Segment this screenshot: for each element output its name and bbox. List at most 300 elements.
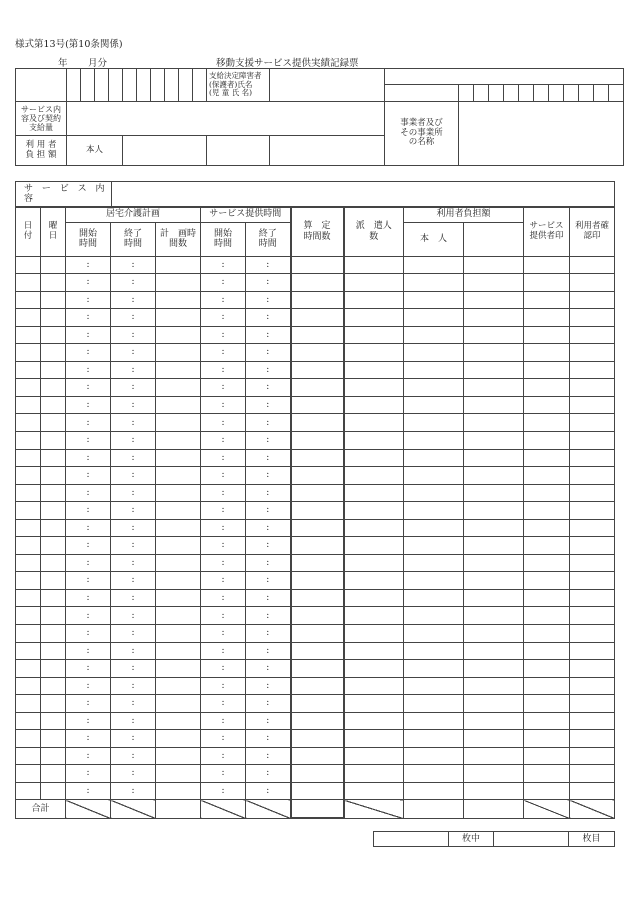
burden-self-cell[interactable] — [404, 572, 464, 590]
plan-hours-cell[interactable] — [156, 256, 201, 274]
calc-hours-cell[interactable] — [291, 624, 344, 642]
dispatch-cell[interactable] — [344, 765, 404, 783]
plan-end-cell[interactable]: : — [111, 747, 156, 765]
service-start-cell[interactable]: : — [201, 484, 246, 502]
plan-start-cell[interactable]: : — [66, 396, 111, 414]
burden-blank-cell[interactable] — [464, 484, 524, 502]
service-start-cell[interactable]: : — [201, 431, 246, 449]
plan-end-cell[interactable]: : — [111, 572, 156, 590]
service-content-field[interactable] — [112, 182, 615, 207]
service-start-cell[interactable]: : — [201, 660, 246, 678]
calc-hours-cell[interactable] — [291, 274, 344, 292]
burden-self-cell[interactable] — [404, 396, 464, 414]
burden-self-cell[interactable] — [404, 467, 464, 485]
plan-start-cell[interactable]: : — [66, 449, 111, 467]
plan-end-cell[interactable]: : — [111, 554, 156, 572]
calc-hours-cell[interactable] — [291, 431, 344, 449]
plan-start-cell[interactable]: : — [66, 309, 111, 327]
plan-hours-cell[interactable] — [156, 449, 201, 467]
service-end-cell[interactable]: : — [246, 309, 291, 327]
service-start-cell[interactable]: : — [201, 519, 246, 537]
plan-hours-cell[interactable] — [156, 379, 201, 397]
plan-end-cell[interactable]: : — [111, 677, 156, 695]
service-start-cell[interactable]: : — [201, 414, 246, 432]
service-start-cell[interactable]: : — [201, 747, 246, 765]
dispatch-cell[interactable] — [344, 642, 404, 660]
calc-hours-cell[interactable] — [291, 589, 344, 607]
service-end-cell[interactable]: : — [246, 607, 291, 625]
plan-start-cell[interactable]: : — [66, 537, 111, 555]
user-seal-cell[interactable] — [570, 730, 615, 748]
user-seal-cell[interactable] — [570, 449, 615, 467]
service-end-cell[interactable]: : — [246, 589, 291, 607]
burden-field-2[interactable] — [207, 136, 270, 166]
burden-self-cell[interactable] — [404, 677, 464, 695]
provider-seal-cell[interactable] — [524, 291, 570, 309]
calc-hours-cell[interactable] — [291, 537, 344, 555]
service-end-cell[interactable]: : — [246, 449, 291, 467]
service-end-cell[interactable]: : — [246, 484, 291, 502]
calc-hours-cell[interactable] — [291, 607, 344, 625]
burden-blank-cell[interactable] — [464, 274, 524, 292]
burden-self-cell[interactable] — [404, 765, 464, 783]
service-end-cell[interactable]: : — [246, 502, 291, 520]
calc-hours-cell[interactable] — [291, 572, 344, 590]
plan-hours-cell[interactable] — [156, 326, 201, 344]
service-end-cell[interactable]: : — [246, 379, 291, 397]
plan-end-cell[interactable]: : — [111, 695, 156, 713]
plan-end-cell[interactable]: : — [111, 519, 156, 537]
plan-start-cell[interactable]: : — [66, 730, 111, 748]
service-start-cell[interactable]: : — [201, 765, 246, 783]
provider-seal-cell[interactable] — [524, 642, 570, 660]
service-end-cell[interactable]: : — [246, 274, 291, 292]
service-start-cell[interactable]: : — [201, 712, 246, 730]
dispatch-cell[interactable] — [344, 782, 404, 800]
provider-seal-cell[interactable] — [524, 607, 570, 625]
plan-hours-cell[interactable] — [156, 291, 201, 309]
service-start-cell[interactable]: : — [201, 291, 246, 309]
user-seal-cell[interactable] — [570, 554, 615, 572]
user-seal-cell[interactable] — [570, 589, 615, 607]
plan-hours-cell[interactable] — [156, 607, 201, 625]
calc-hours-cell[interactable] — [291, 695, 344, 713]
service-end-cell[interactable]: : — [246, 695, 291, 713]
calc-hours-cell[interactable] — [291, 467, 344, 485]
burden-blank-cell[interactable] — [464, 414, 524, 432]
plan-hours-cell[interactable] — [156, 554, 201, 572]
plan-start-cell[interactable]: : — [66, 484, 111, 502]
provider-seal-cell[interactable] — [524, 712, 570, 730]
plan-start-cell[interactable]: : — [66, 291, 111, 309]
plan-start-cell[interactable]: : — [66, 624, 111, 642]
burden-self-cell[interactable] — [404, 782, 464, 800]
user-seal-cell[interactable] — [570, 712, 615, 730]
calc-hours-cell[interactable] — [291, 396, 344, 414]
burden-self-cell[interactable] — [404, 589, 464, 607]
service-start-cell[interactable]: : — [201, 554, 246, 572]
service-end-cell[interactable]: : — [246, 730, 291, 748]
service-start-cell[interactable]: : — [201, 502, 246, 520]
plan-end-cell[interactable]: : — [111, 642, 156, 660]
user-seal-cell[interactable] — [570, 361, 615, 379]
service-end-cell[interactable]: : — [246, 624, 291, 642]
burden-blank-cell[interactable] — [464, 642, 524, 660]
service-start-cell[interactable]: : — [201, 589, 246, 607]
calc-hours-cell[interactable] — [291, 256, 344, 274]
burden-self-cell[interactable] — [404, 256, 464, 274]
burden-self-cell[interactable] — [404, 274, 464, 292]
plan-end-cell[interactable]: : — [111, 344, 156, 362]
burden-blank-cell[interactable] — [464, 449, 524, 467]
service-start-cell[interactable]: : — [201, 782, 246, 800]
user-seal-cell[interactable] — [570, 519, 615, 537]
service-end-cell[interactable]: : — [246, 677, 291, 695]
user-seal-cell[interactable] — [570, 379, 615, 397]
user-seal-cell[interactable] — [570, 695, 615, 713]
plan-start-cell[interactable]: : — [66, 712, 111, 730]
provider-name-field[interactable] — [459, 102, 624, 166]
user-seal-cell[interactable] — [570, 677, 615, 695]
service-start-cell[interactable]: : — [201, 379, 246, 397]
service-end-cell[interactable]: : — [246, 642, 291, 660]
plan-end-cell[interactable]: : — [111, 467, 156, 485]
service-end-cell[interactable]: : — [246, 660, 291, 678]
provider-seal-cell[interactable] — [524, 467, 570, 485]
plan-hours-cell[interactable] — [156, 537, 201, 555]
plan-end-cell[interactable]: : — [111, 449, 156, 467]
provider-seal-cell[interactable] — [524, 431, 570, 449]
burden-self-cell[interactable] — [404, 554, 464, 572]
calc-hours-cell[interactable] — [291, 361, 344, 379]
plan-hours-cell[interactable] — [156, 309, 201, 327]
burden-self-cell[interactable] — [404, 695, 464, 713]
burden-blank-cell[interactable] — [464, 431, 524, 449]
plan-start-cell[interactable]: : — [66, 765, 111, 783]
plan-start-cell[interactable]: : — [66, 274, 111, 292]
user-seal-cell[interactable] — [570, 765, 615, 783]
burden-blank-cell[interactable] — [464, 326, 524, 344]
service-start-cell[interactable]: : — [201, 361, 246, 379]
burden-self-cell[interactable] — [404, 449, 464, 467]
plan-start-cell[interactable]: : — [66, 660, 111, 678]
service-end-cell[interactable]: : — [246, 765, 291, 783]
dispatch-cell[interactable] — [344, 379, 404, 397]
dispatch-cell[interactable] — [344, 712, 404, 730]
burden-blank-cell[interactable] — [464, 607, 524, 625]
service-start-cell[interactable]: : — [201, 274, 246, 292]
burden-blank-cell[interactable] — [464, 467, 524, 485]
plan-hours-cell[interactable] — [156, 712, 201, 730]
burden-blank-cell[interactable] — [464, 677, 524, 695]
plan-hours-cell[interactable] — [156, 695, 201, 713]
service-end-cell[interactable]: : — [246, 467, 291, 485]
calc-hours-cell[interactable] — [291, 747, 344, 765]
dispatch-cell[interactable] — [344, 361, 404, 379]
user-seal-cell[interactable] — [570, 660, 615, 678]
provider-seal-cell[interactable] — [524, 256, 570, 274]
plan-hours-cell[interactable] — [156, 519, 201, 537]
service-end-cell[interactable]: : — [246, 519, 291, 537]
burden-field-1[interactable] — [123, 136, 207, 166]
plan-start-cell[interactable]: : — [66, 256, 111, 274]
calc-hours-cell[interactable] — [291, 484, 344, 502]
calc-hours-cell[interactable] — [291, 291, 344, 309]
plan-hours-cell[interactable] — [156, 660, 201, 678]
provider-seal-cell[interactable] — [524, 589, 570, 607]
provider-seal-cell[interactable] — [524, 274, 570, 292]
plan-start-cell[interactable]: : — [66, 607, 111, 625]
user-seal-cell[interactable] — [570, 396, 615, 414]
provider-seal-cell[interactable] — [524, 554, 570, 572]
calc-hours-cell[interactable] — [291, 344, 344, 362]
calc-hours-cell[interactable] — [291, 782, 344, 800]
provider-seal-cell[interactable] — [524, 326, 570, 344]
provider-seal-cell[interactable] — [524, 695, 570, 713]
service-start-cell[interactable]: : — [201, 677, 246, 695]
burden-self-cell[interactable] — [404, 431, 464, 449]
plan-end-cell[interactable]: : — [111, 309, 156, 327]
provider-seal-cell[interactable] — [524, 414, 570, 432]
provider-seal-cell[interactable] — [524, 624, 570, 642]
plan-hours-cell[interactable] — [156, 782, 201, 800]
dispatch-cell[interactable] — [344, 291, 404, 309]
plan-hours-cell[interactable] — [156, 274, 201, 292]
service-end-cell[interactable]: : — [246, 747, 291, 765]
plan-end-cell[interactable]: : — [111, 379, 156, 397]
service-end-cell[interactable]: : — [246, 414, 291, 432]
provider-seal-cell[interactable] — [524, 730, 570, 748]
dispatch-cell[interactable] — [344, 747, 404, 765]
provider-seal-cell[interactable] — [524, 379, 570, 397]
service-start-cell[interactable]: : — [201, 642, 246, 660]
plan-start-cell[interactable]: : — [66, 467, 111, 485]
dispatch-cell[interactable] — [344, 484, 404, 502]
burden-self-cell[interactable] — [404, 712, 464, 730]
burden-blank-cell[interactable] — [464, 379, 524, 397]
burden-blank-cell[interactable] — [464, 361, 524, 379]
plan-end-cell[interactable]: : — [111, 502, 156, 520]
burden-field-3[interactable] — [270, 136, 385, 166]
service-end-cell[interactable]: : — [246, 344, 291, 362]
plan-start-cell[interactable]: : — [66, 379, 111, 397]
dispatch-cell[interactable] — [344, 344, 404, 362]
burden-self-cell[interactable] — [404, 519, 464, 537]
calc-hours-cell[interactable] — [291, 449, 344, 467]
service-contract-field[interactable] — [67, 102, 385, 136]
burden-blank-cell[interactable] — [464, 782, 524, 800]
service-end-cell[interactable]: : — [246, 554, 291, 572]
recipient-name-field[interactable] — [270, 69, 385, 102]
plan-end-cell[interactable]: : — [111, 660, 156, 678]
burden-blank-cell[interactable] — [464, 554, 524, 572]
plan-hours-cell[interactable] — [156, 396, 201, 414]
dispatch-cell[interactable] — [344, 449, 404, 467]
burden-self-cell[interactable] — [404, 291, 464, 309]
burden-self-cell[interactable] — [404, 730, 464, 748]
plan-end-cell[interactable]: : — [111, 589, 156, 607]
service-end-cell[interactable]: : — [246, 712, 291, 730]
burden-blank-cell[interactable] — [464, 730, 524, 748]
burden-blank-cell[interactable] — [464, 660, 524, 678]
burden-self-cell[interactable] — [404, 379, 464, 397]
service-start-cell[interactable]: : — [201, 449, 246, 467]
burden-self-cell[interactable] — [404, 747, 464, 765]
service-end-cell[interactable]: : — [246, 537, 291, 555]
calc-hours-cell[interactable] — [291, 309, 344, 327]
plan-start-cell[interactable]: : — [66, 326, 111, 344]
service-start-cell[interactable]: : — [201, 326, 246, 344]
service-end-cell[interactable]: : — [246, 256, 291, 274]
plan-hours-cell[interactable] — [156, 765, 201, 783]
provider-seal-cell[interactable] — [524, 449, 570, 467]
service-start-cell[interactable]: : — [201, 537, 246, 555]
burden-blank-cell[interactable] — [464, 537, 524, 555]
user-seal-cell[interactable] — [570, 274, 615, 292]
plan-end-cell[interactable]: : — [111, 765, 156, 783]
service-end-cell[interactable]: : — [246, 572, 291, 590]
calc-hours-cell[interactable] — [291, 642, 344, 660]
service-start-cell[interactable]: : — [201, 467, 246, 485]
service-end-cell[interactable]: : — [246, 361, 291, 379]
plan-hours-cell[interactable] — [156, 414, 201, 432]
service-end-cell[interactable]: : — [246, 782, 291, 800]
plan-start-cell[interactable]: : — [66, 554, 111, 572]
service-end-cell[interactable]: : — [246, 291, 291, 309]
plan-end-cell[interactable]: : — [111, 291, 156, 309]
burden-blank-cell[interactable] — [464, 589, 524, 607]
plan-end-cell[interactable]: : — [111, 607, 156, 625]
dispatch-cell[interactable] — [344, 624, 404, 642]
service-end-cell[interactable]: : — [246, 326, 291, 344]
plan-end-cell[interactable]: : — [111, 782, 156, 800]
burden-blank-cell[interactable] — [464, 712, 524, 730]
provider-seal-cell[interactable] — [524, 677, 570, 695]
calc-hours-cell[interactable] — [291, 712, 344, 730]
plan-start-cell[interactable]: : — [66, 431, 111, 449]
dispatch-cell[interactable] — [344, 695, 404, 713]
plan-start-cell[interactable]: : — [66, 572, 111, 590]
plan-hours-cell[interactable] — [156, 747, 201, 765]
dispatch-cell[interactable] — [344, 677, 404, 695]
plan-start-cell[interactable]: : — [66, 642, 111, 660]
user-seal-cell[interactable] — [570, 747, 615, 765]
service-start-cell[interactable]: : — [201, 572, 246, 590]
burden-self-cell[interactable] — [404, 414, 464, 432]
dispatch-cell[interactable] — [344, 730, 404, 748]
dispatch-cell[interactable] — [344, 572, 404, 590]
burden-blank-cell[interactable] — [464, 572, 524, 590]
plan-end-cell[interactable]: : — [111, 274, 156, 292]
service-start-cell[interactable]: : — [201, 396, 246, 414]
burden-self-cell[interactable] — [404, 607, 464, 625]
provider-seal-cell[interactable] — [524, 747, 570, 765]
dispatch-cell[interactable] — [344, 502, 404, 520]
burden-self-cell[interactable] — [404, 624, 464, 642]
service-start-cell[interactable]: : — [201, 256, 246, 274]
dispatch-cell[interactable] — [344, 326, 404, 344]
calc-hours-cell[interactable] — [291, 660, 344, 678]
user-seal-cell[interactable] — [570, 414, 615, 432]
user-seal-cell[interactable] — [570, 344, 615, 362]
burden-self-cell[interactable] — [404, 537, 464, 555]
provider-seal-cell[interactable] — [524, 344, 570, 362]
burden-blank-cell[interactable] — [464, 309, 524, 327]
calc-hours-cell[interactable] — [291, 554, 344, 572]
user-seal-cell[interactable] — [570, 484, 615, 502]
burden-blank-cell[interactable] — [464, 291, 524, 309]
calc-hours-cell[interactable] — [291, 765, 344, 783]
plan-end-cell[interactable]: : — [111, 326, 156, 344]
dispatch-cell[interactable] — [344, 467, 404, 485]
service-end-cell[interactable]: : — [246, 431, 291, 449]
burden-self-cell[interactable] — [404, 660, 464, 678]
burden-self-cell[interactable] — [404, 309, 464, 327]
provider-seal-cell[interactable] — [524, 572, 570, 590]
burden-self-cell[interactable] — [404, 642, 464, 660]
plan-hours-cell[interactable] — [156, 589, 201, 607]
plan-end-cell[interactable]: : — [111, 537, 156, 555]
provider-seal-cell[interactable] — [524, 537, 570, 555]
plan-start-cell[interactable]: : — [66, 344, 111, 362]
user-seal-cell[interactable] — [570, 326, 615, 344]
burden-self-cell[interactable] — [404, 361, 464, 379]
plan-start-cell[interactable]: : — [66, 677, 111, 695]
burden-blank-cell[interactable] — [464, 502, 524, 520]
burden-self-cell[interactable] — [404, 484, 464, 502]
service-start-cell[interactable]: : — [201, 730, 246, 748]
user-seal-cell[interactable] — [570, 502, 615, 520]
plan-end-cell[interactable]: : — [111, 730, 156, 748]
service-start-cell[interactable]: : — [201, 624, 246, 642]
burden-self-cell[interactable] — [404, 344, 464, 362]
plan-start-cell[interactable]: : — [66, 502, 111, 520]
burden-blank-cell[interactable] — [464, 256, 524, 274]
plan-hours-cell[interactable] — [156, 344, 201, 362]
user-seal-cell[interactable] — [570, 537, 615, 555]
calc-hours-cell[interactable] — [291, 326, 344, 344]
plan-hours-cell[interactable] — [156, 361, 201, 379]
dispatch-cell[interactable] — [344, 607, 404, 625]
user-seal-cell[interactable] — [570, 607, 615, 625]
dispatch-cell[interactable] — [344, 274, 404, 292]
plan-end-cell[interactable]: : — [111, 624, 156, 642]
user-seal-cell[interactable] — [570, 624, 615, 642]
plan-start-cell[interactable]: : — [66, 589, 111, 607]
plan-start-cell[interactable]: : — [66, 782, 111, 800]
calc-hours-cell[interactable] — [291, 379, 344, 397]
dispatch-cell[interactable] — [344, 414, 404, 432]
dispatch-cell[interactable] — [344, 537, 404, 555]
plan-hours-cell[interactable] — [156, 502, 201, 520]
service-start-cell[interactable]: : — [201, 309, 246, 327]
service-end-cell[interactable]: : — [246, 396, 291, 414]
dispatch-cell[interactable] — [344, 519, 404, 537]
plan-hours-cell[interactable] — [156, 484, 201, 502]
calc-hours-cell[interactable] — [291, 519, 344, 537]
burden-self-cell[interactable] — [404, 326, 464, 344]
provider-seal-cell[interactable] — [524, 396, 570, 414]
provider-seal-cell[interactable] — [524, 361, 570, 379]
burden-blank-cell[interactable] — [464, 396, 524, 414]
dispatch-cell[interactable] — [344, 256, 404, 274]
sheet-number-field[interactable] — [494, 832, 569, 847]
plan-hours-cell[interactable] — [156, 677, 201, 695]
dispatch-cell[interactable] — [344, 589, 404, 607]
plan-start-cell[interactable]: : — [66, 361, 111, 379]
dispatch-cell[interactable] — [344, 554, 404, 572]
plan-hours-cell[interactable] — [156, 642, 201, 660]
